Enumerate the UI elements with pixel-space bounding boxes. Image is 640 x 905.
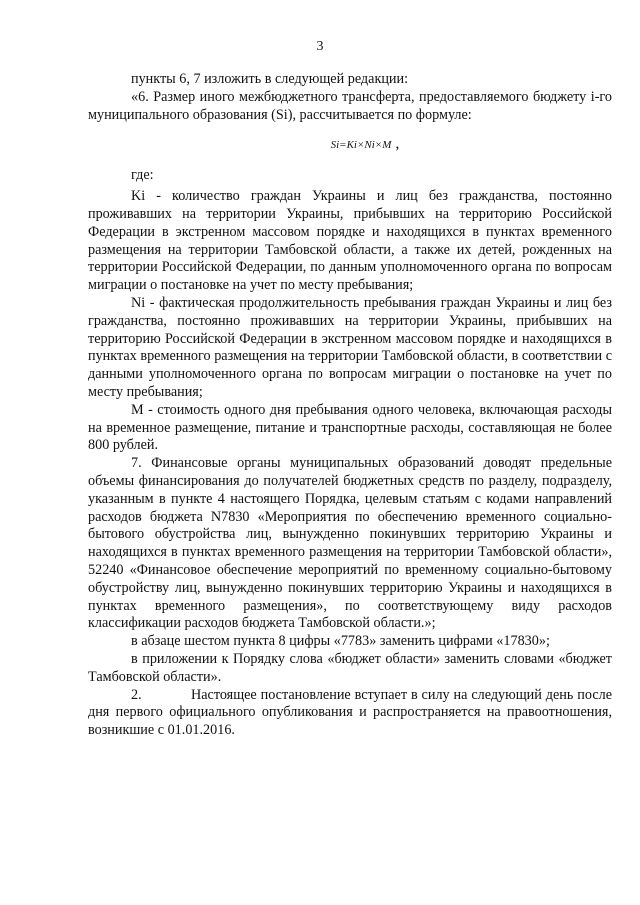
formula-comma: , [395, 135, 400, 153]
item-7-paragraph: 7. Финансовые органы муниципальных образований доводят предельные объемы финансирования до получателей бюджетных средств по разделу, подразделу, указанным в пункте 4 настоящего Порядка, целевым статьям с кодами направлений расходов бюджета N7830 «Мероприятия по обеспечению временного социально-бытового обустройства лиц, вынужденно покинувших территорию Украины и находящихся в пунктах временного размещения на территории Тамбовской области», 52240 «Финансовое обеспечение мероприятий по временному социально-бытовому обустройству лиц, вынужденно покинувших территорию Украины и находящихся в пунктах временного размещения», по соответствующему виду расходов классификации расходов бюджета Тамбовской области.»; [88, 455, 612, 632]
paragraph-8-amendment: в абзаце шестом пункта 8 цифры «7783» заменить цифрами «17830»; [131, 633, 550, 650]
ni-definition: Ni - фактическая продолжительность пребывания граждан Украины и лиц без гражданства, постоянно проживавших на территории Украины, прибывших на территорию Российской Федерации в экстренном массовом порядке и находящихся в пунктах временного размещения на территории Тамбовской области, в соответствии с данными уполномоченного органа по вопросам миграции о постановке на учет по месту пребывания; [88, 294, 612, 400]
point-2-number: 2. [131, 686, 142, 703]
item-6-paragraph: «6. Размер иного межбюджетного трансферта, предоставляемого бюджету i-го муниципального образования (Si), рассчитывается по формуле: [88, 88, 612, 123]
formula [88, 124, 612, 164]
intro-paragraph: пункты 6, 7 изложить в следующей редакции: [131, 71, 409, 87]
document-body [88, 71, 612, 740]
ki-definition: Ki - количество граждан Украины и лиц без гражданства, постоянно проживавших на территории Украины, прибывших на территорию Российской Федерации в экстренном массовом порядке и находящихся в пунктах временного размещения на территории Тамбовской области, а также их детей, рожденных на территории Российской Федерации, по данным уполномоченного органа по вопросам миграции о постановке на учет по месту пребывания; [88, 188, 612, 294]
where-label: где: [131, 167, 154, 184]
appendix-amendment: в приложении к Порядку слова «бюджет области» заменить словами «бюджет Тамбовской области». [88, 650, 612, 685]
point-2-paragraph [88, 687, 612, 740]
point-2-text: Настоящее постановление вступает в силу на следующий день после дня первого официального опубликования и распространяется на правоотношения, возникшие с 01.01.2016. [88, 686, 612, 739]
formula-expression: Si=Ki×Ni×M [330, 139, 392, 152]
m-definition: М - стоимость одного дня пребывания одного человека, включающая расходы на временное размещение, питание и транспортные расходы, составляющая не более 800 рублей. [88, 401, 612, 454]
page-number: 3 [316, 39, 324, 54]
